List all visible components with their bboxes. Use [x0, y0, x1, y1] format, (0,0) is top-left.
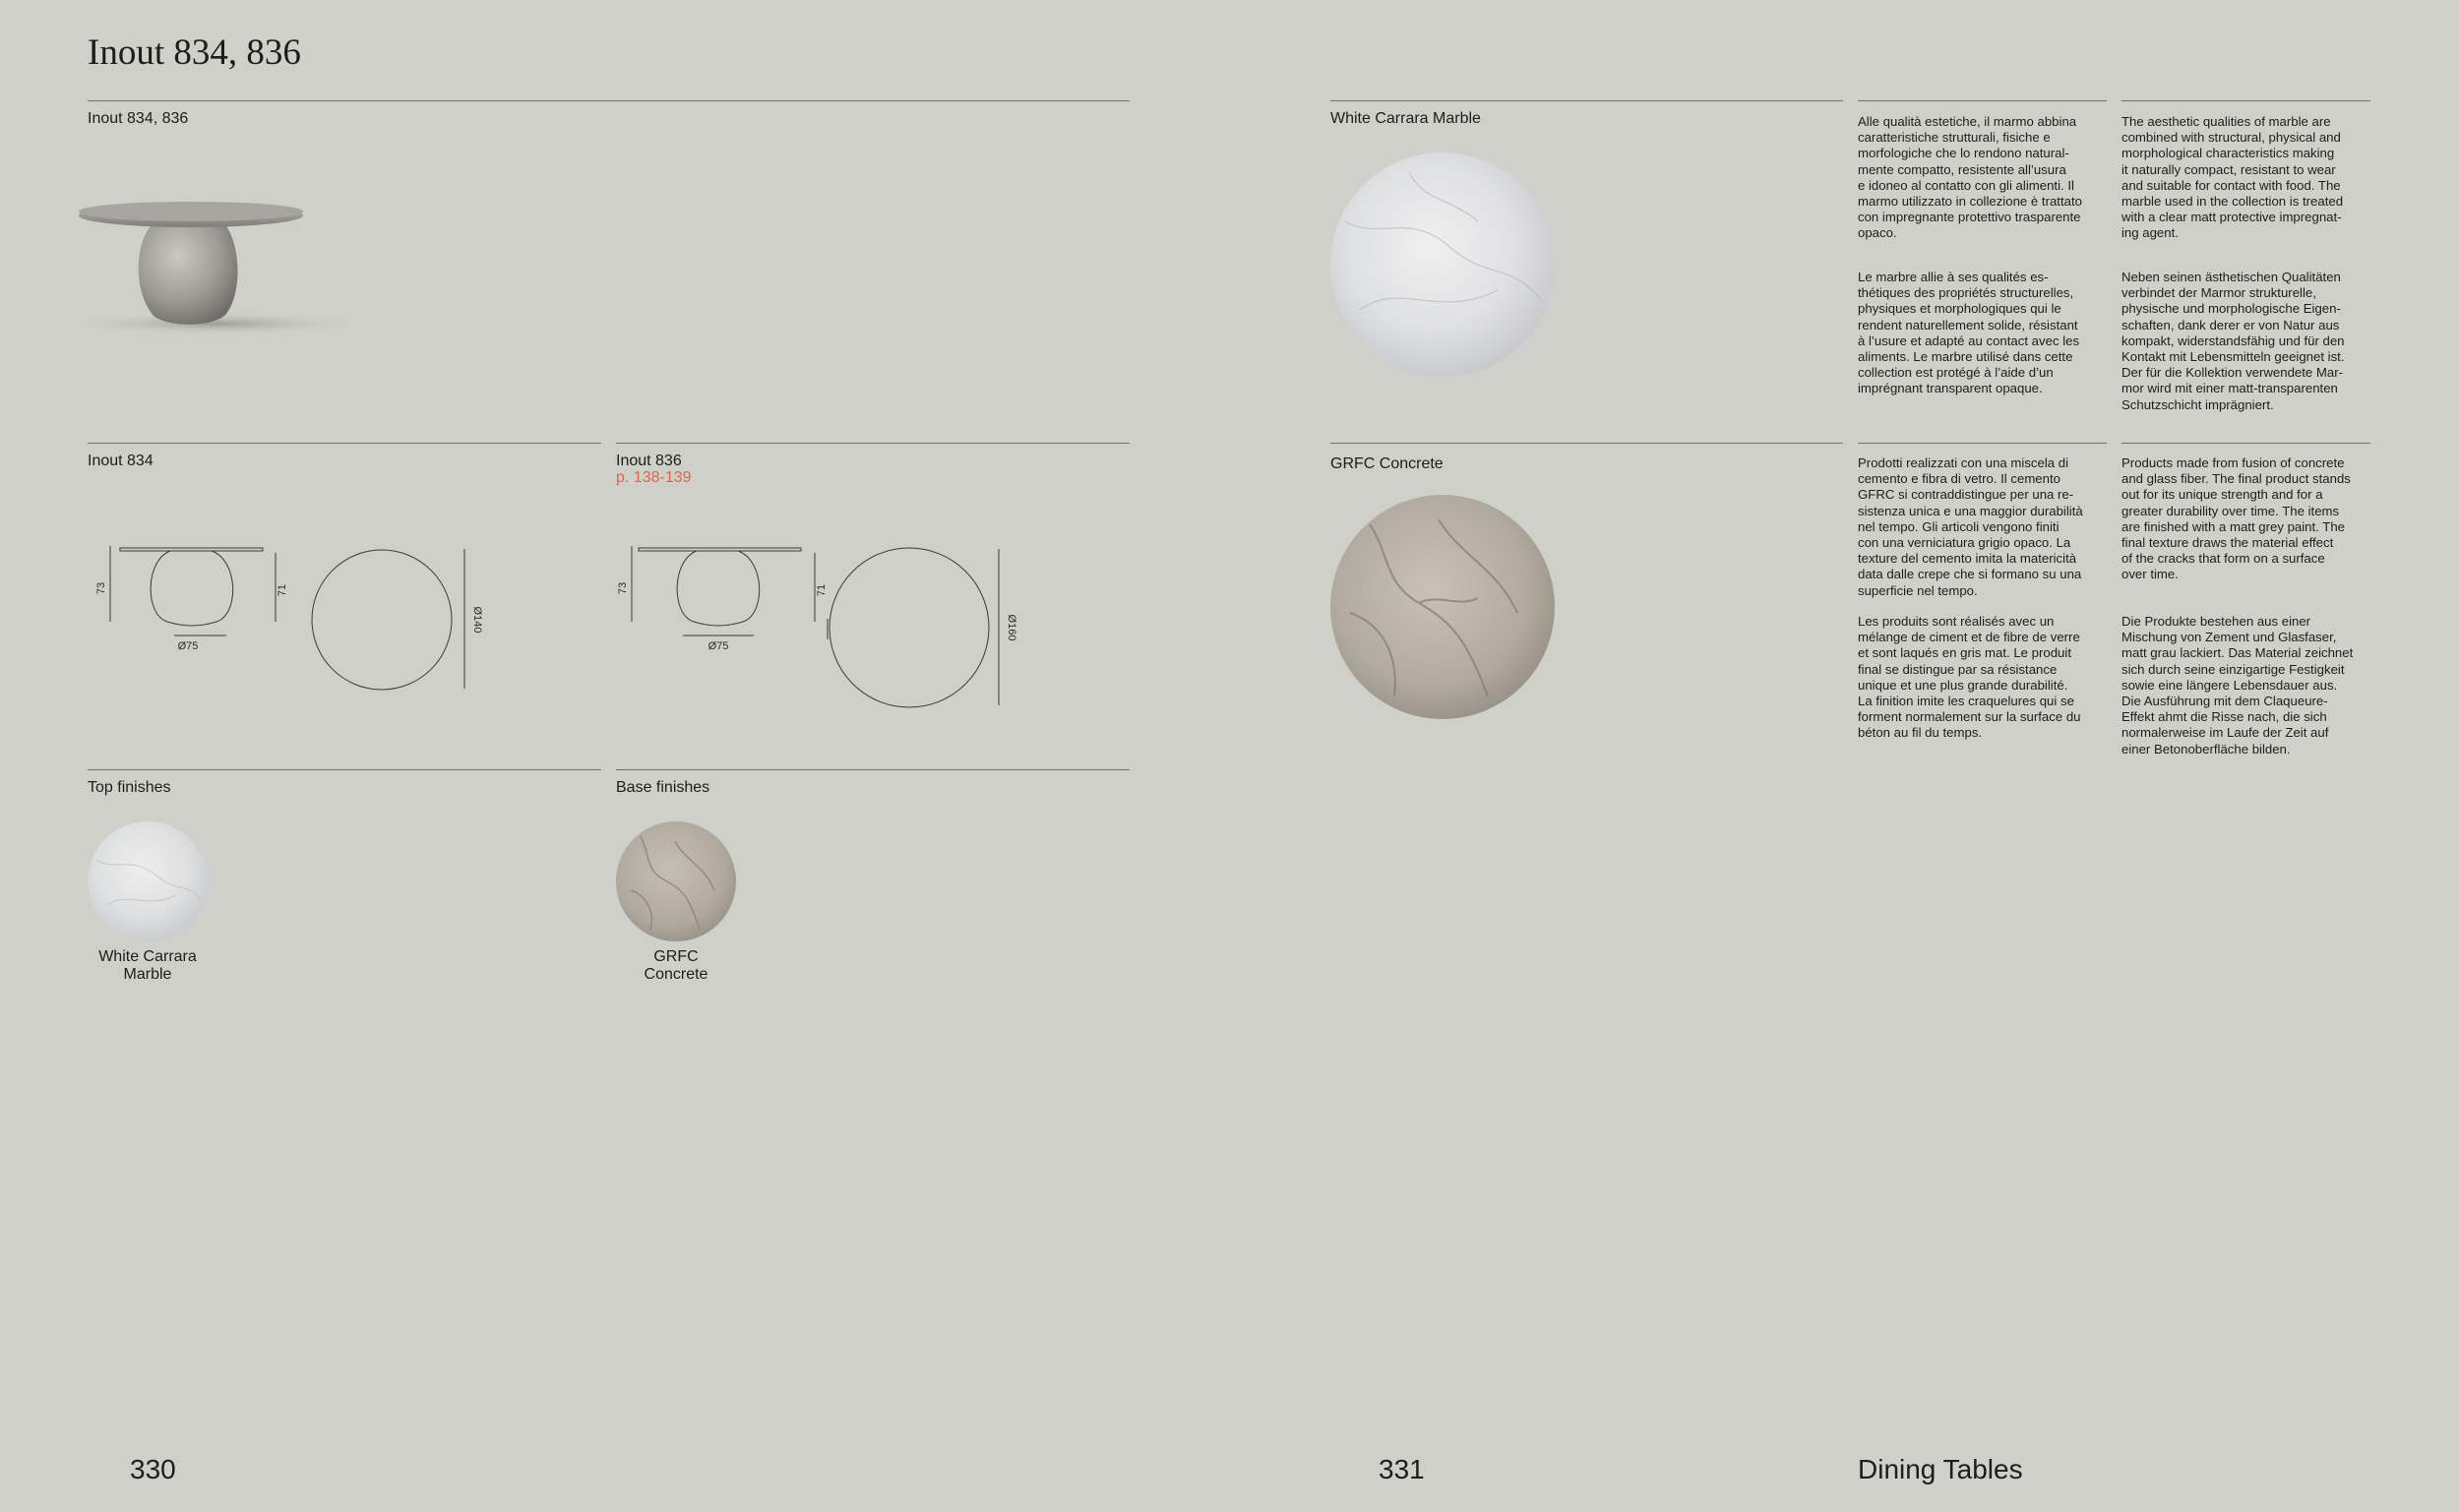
model-834-drawing [93, 541, 487, 698]
page-number-right: 331 [1379, 1454, 1425, 1484]
divider [2121, 100, 2370, 101]
concrete-title: GRFC Concrete [1330, 455, 1444, 472]
model-836-label: Inout 836 [616, 453, 682, 469]
model-834-height-base: 71 [277, 583, 288, 597]
divider [2121, 443, 2370, 444]
marble-title: White Carrara Marble [1330, 110, 1481, 127]
divider [1858, 443, 2107, 444]
divider [88, 100, 1130, 101]
divider [88, 443, 601, 444]
marble-text-en: The aesthetic qualities of marble are combined with structural, physical and morphological characteristics making it naturally compact, resistant to wear and suitable for contact with food. The marble used in the collection is treated with a clear matt protective impregnat- ing agent. [2121, 114, 2344, 241]
concrete-text-it: Prodotti realizzati con una miscela di cemento e fibra di vetro. Il cemento GFRC si contraddistingue per una re- sistenza unica e una maggior durabilità nel tempo. Gli articoli vengono finiti con una verniciatura grigio opaco. La texture del cemento imita la matericità data dalle crepe che si formano su una superficie nel tempo. [1858, 455, 2083, 598]
concrete-swatch-small-label: GRFC Concrete [644, 948, 708, 983]
divider [1858, 100, 2107, 101]
model-836-height-top: 73 [617, 581, 629, 595]
divider [616, 769, 1130, 770]
page-title: Inout 834, 836 [88, 32, 301, 73]
model-836-height-base: 71 [816, 583, 828, 597]
model-834-label: Inout 834 [88, 453, 154, 469]
model-836-page-ref[interactable]: p. 138-139 [616, 469, 692, 486]
base-finishes-label: Base finishes [616, 779, 710, 796]
concrete-text-en: Products made from fusion of concrete and glass fiber. The final product stands out for its unique strength and for a greater durability over time. The items are finished with a matt grey paint. The final texture draws the material effect of the cracks that form on a surface over time. [2121, 455, 2351, 582]
marble-swatch-small-label: White Carrara Marble [98, 948, 197, 983]
divider [1330, 443, 1843, 444]
overview-label: Inout 834, 836 [88, 110, 189, 127]
model-836-drawing [618, 541, 1031, 708]
divider [616, 443, 1130, 444]
concrete-swatch-small[interactable] [616, 821, 736, 941]
table-photo [77, 192, 362, 339]
concrete-text-fr: Les produits sont réalisés avec un mélange de ciment et de fibre de verre et sont laqués en gris mat. Le produit final se distingue par sa résistance unique et une plus grande durabilité. La finition imite les craquelures qui se forment normalement sur la surface du béton au fil du temps. [1858, 614, 2081, 741]
marble-text-de: Neben seinen ästhetischen Qualitäten verbindet der Marmor strukturelle, physische und morphologische Eigen- schaften, dank derer er von Natur aus kompakt, widerstandsfähig und für den Kontakt mit Lebensmitteln geeignet ist. Der für die Kollektion verwendete Mar- mor wird mit einer matt-transparenten Schutzschicht imprägniert. [2121, 270, 2345, 412]
marble-text-fr: Le marbre allie à ses qualités es- thétiques des propriétés structurelles, physiques et morphologiques qui le rendent naturellement solide, résistant à l’usure et adapté au contact avec les aliments. Le marbre utilisé dans cette collection est protégé à l’aide d’un imprégnant transparent opaque. [1858, 270, 2080, 396]
marble-text-it: Alle qualità estetiche, il marmo abbina caratteristiche strutturali, fisiche e morfologiche che lo rendono natural- mente compatto, resistente all’usura e idoneo al contatto con gli alimenti. Il marmo utilizzato in collezione è trattato con impregnante protettivo trasparente opaco. [1858, 114, 2082, 241]
concrete-swatch-large [1330, 495, 1555, 719]
model-834-height-top: 73 [95, 581, 107, 595]
section-title: Dining Tables [1858, 1454, 2023, 1484]
divider [88, 769, 601, 770]
divider [1330, 100, 1843, 101]
marble-swatch-large [1330, 152, 1555, 377]
model-834-top-diameter: Ø140 [471, 606, 483, 634]
concrete-text-de: Die Produkte bestehen aus einer Mischung von Zement und Glasfaser, matt grau lackiert. Das Material zeichnet sich durch seine einzigartige Festigkeit sowie eine längere Lebensdauer aus. Die Ausführung mit dem Claqueure- Effekt ahmt die Risse nach, die sich normalerweise im Laufe der Zeit auf einer Betonoberfläche bilden. [2121, 614, 2354, 756]
top-finishes-label: Top finishes [88, 779, 171, 796]
marble-swatch-small[interactable] [88, 821, 208, 941]
model-836-top-diameter: Ø160 [1006, 614, 1017, 641]
model-836-base-diameter: Ø75 [707, 640, 729, 652]
model-834-base-diameter: Ø75 [177, 640, 199, 652]
page-number-left: 330 [130, 1454, 176, 1484]
